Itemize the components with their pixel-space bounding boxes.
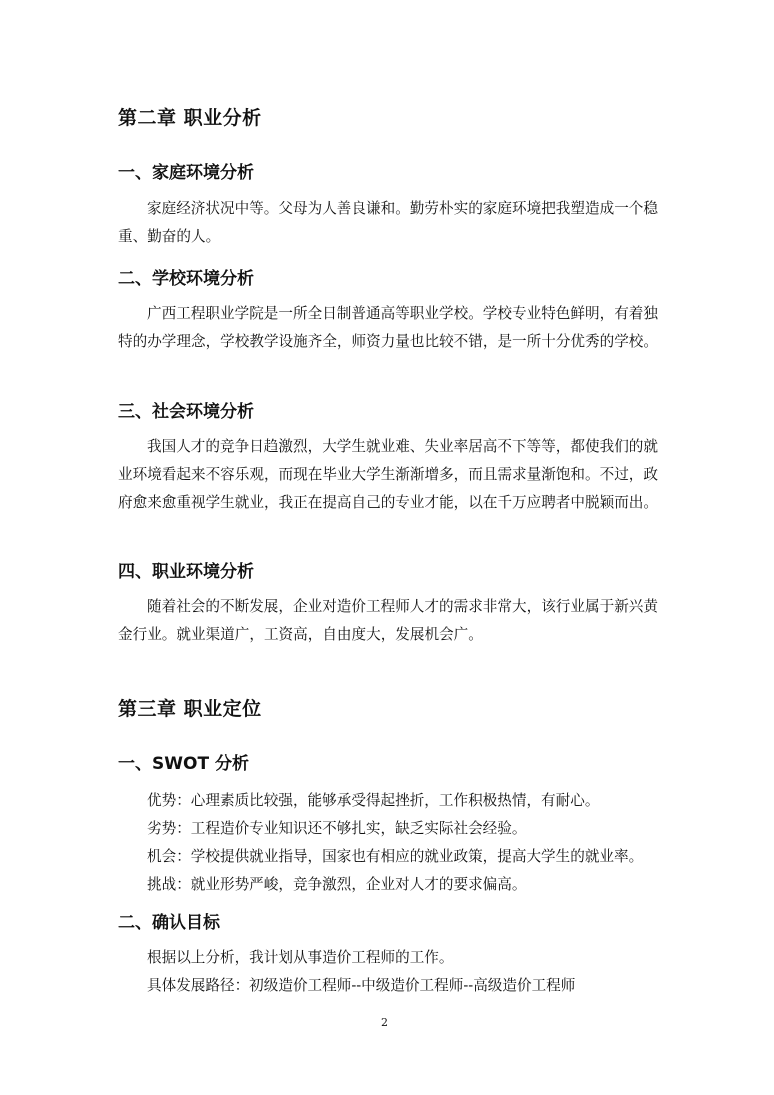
section-heading: 四、职业环境分析 (118, 562, 254, 582)
chapter-title: 第三章 职业定位 (118, 698, 262, 720)
section-heading: 一、家庭环境分析 (118, 163, 254, 183)
goal-line: 具体发展路径：初级造价工程师--中级造价工程师--高级造价工程师 (147, 977, 576, 994)
swot-line-opportunity: 机会：学校提供就业指导，国家也有相应的就业政策，提高大学生的就业率。 (147, 848, 644, 865)
section-heading: 一、SWOT 分析 (118, 754, 249, 774)
swot-line-threat: 挑战：就业形势严峻，竞争激烈，企业对人才的要求偏高。 (147, 876, 527, 893)
page-number: 2 (381, 1016, 388, 1029)
goal-line: 根据以上分析，我计划从事造价工程师的工作。 (147, 949, 454, 966)
section-paragraph: 广西工程职业学院是一所全日制普通高等职业学校。学校专业特色鲜明，有着独特的办学理念，学校教学设施齐全，师资力量也比较不错，是一所十分优秀的学校。 (118, 305, 658, 350)
section-heading: 二、学校环境分析 (118, 269, 254, 289)
section-paragraph: 我国人才的竞争日趋激烈，大学生就业难、失业率居高不下等等，都使我们的就业环境看起来不容乐观，而现在毕业大学生渐渐增多，而且需求量渐饱和。不过，政府愈来愈重视学生就业，我正在提高自己的专业才能，以在千万应聘者中脱颖而出。 (118, 438, 658, 511)
section-heading: 二、确认目标 (118, 913, 220, 933)
swot-line-strength: 优势：心理素质比较强，能够承受得起挫折，工作积极热情，有耐心。 (147, 792, 600, 809)
section-paragraph: 随着社会的不断发展，企业对造价工程师人才的需求非常大，该行业属于新兴黄金行业。就业渠道广，工资高，自由度大，发展机会广。 (118, 598, 658, 643)
chapter-title: 第二章 职业分析 (118, 107, 262, 129)
swot-line-weakness: 劣势：工程造价专业知识还不够扎实，缺乏实际社会经验。 (147, 820, 527, 837)
section-heading: 三、社会环境分析 (118, 402, 254, 422)
section-paragraph: 家庭经济状况中等。父母为人善良谦和。勤劳朴实的家庭环境把我塑造成一个稳重、勤奋的人。 (118, 200, 658, 245)
